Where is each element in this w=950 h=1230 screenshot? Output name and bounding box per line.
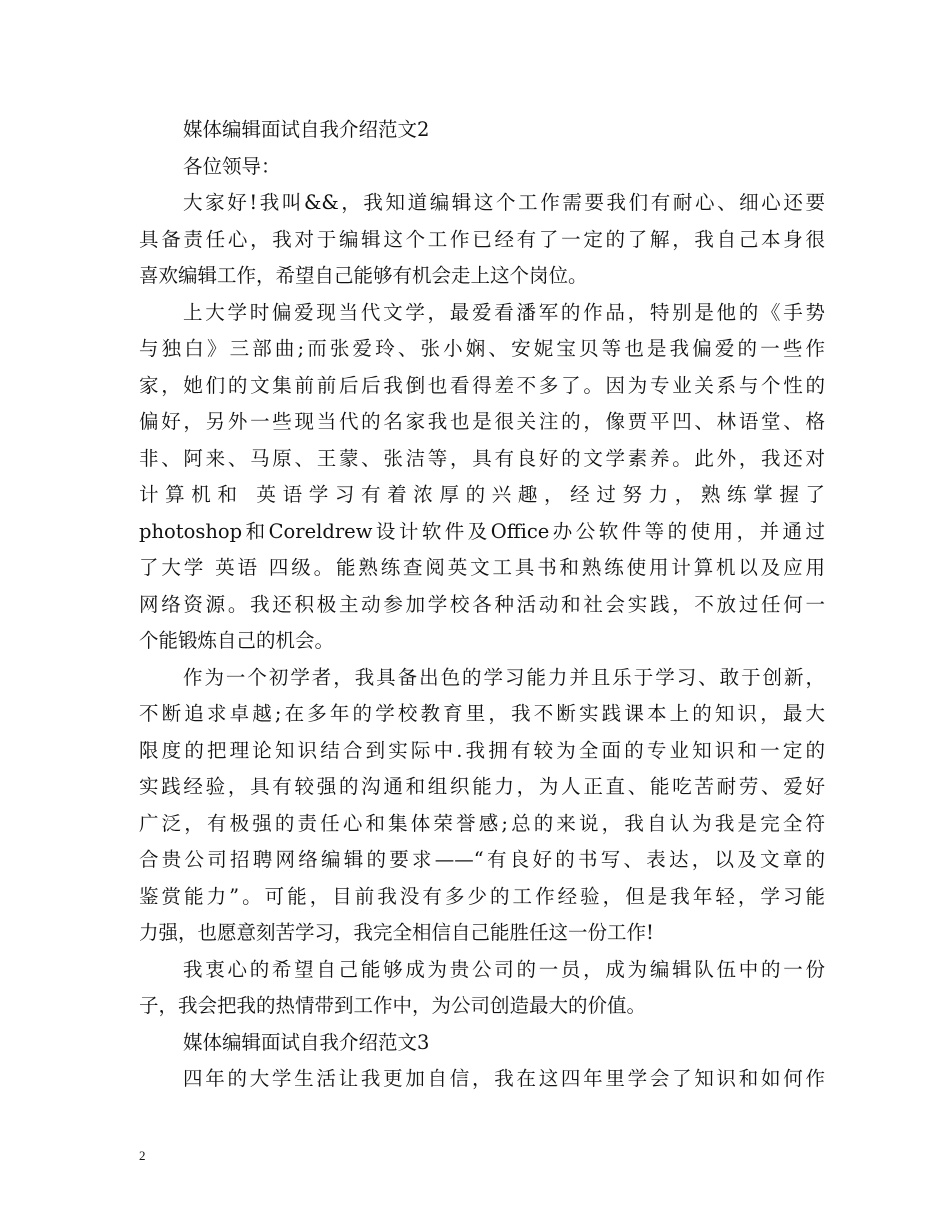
salutation: 各位领导： <box>183 154 281 178</box>
text-line: 与独白》三部曲;而张爱玲、张小娴、安妮宝贝等也是我偏爱的一些作 <box>139 337 825 360</box>
text-line: 喜欢编辑工作，希望自己能够有机会走上这个岗位。 <box>139 264 588 287</box>
text-line: 具备责任心，我对于编辑这个工作已经有了一定的了解，我自己本身很 <box>139 227 825 251</box>
text-line: 我衷心的希望自己能够成为贵公司的一员，成为编辑队伍中的一份 <box>183 957 825 981</box>
text-line: 偏好，另外一些现当代的名家我也是很关注的，像贾平凹、林语堂、格 <box>139 410 825 433</box>
text-line: 网络资源。我还积极主动参加学校各种活动和社会实践，不放过任何一 <box>139 592 825 616</box>
text-line: 上大学时偏爱现当代文学，最爱看潘军的作品，特别是他的《手势 <box>183 300 825 324</box>
text-line: 了大学 英语 四级。能熟练查阅英文工具书和熟练使用计算机以及应用 <box>139 556 825 579</box>
text-line: 鉴赏能力”。可能，目前我没有多少的工作经验，但是我年轻，学习能 <box>139 884 825 908</box>
text-line: 四年的大学生活让我更加自信，我在这四年里学会了知识和如何作 <box>183 1067 825 1090</box>
text-line: 家，她们的文集前前后后我倒也看得差不多了。因为专业关系与个性的 <box>139 373 825 397</box>
text-line: 限度的把理论知识结合到实际中.我拥有较为全面的专业知识和一定的 <box>139 738 825 762</box>
section-heading: 媒体编辑面试自我介绍范文2 <box>183 118 430 141</box>
text-line: 非、阿来、马原、王蒙、张洁等，具有良好的文学素养。此外，我还对 <box>139 446 825 470</box>
text-line: 力强，也愿意刻苦学习，我完全相信自己能胜任这一份工作! <box>139 921 654 944</box>
text-line: 不断追求卓越;在多年的学校教育里，我不断实践课本上的知识，最大 <box>139 702 825 725</box>
text-line: 作为一个初学者，我具备出色的学习能力并且乐于学习、敢于创新， <box>183 665 825 689</box>
text-line: 广泛，有极强的责任心和集体荣誉感;总的来说，我自认为我是完全符 <box>139 811 825 835</box>
text-line: 合贵公司招聘网络编辑的要求——“有良好的书写、表达，以及文章的 <box>139 848 825 871</box>
text-line: 个能锻炼自己的机会。 <box>139 629 335 652</box>
text-line: 大家好!我叫&&，我知道编辑这个工作需要我们有耐心、细心还要 <box>183 191 825 214</box>
text-line: 子，我会把我的热情带到工作中，为公司创造最大的价值。 <box>139 994 647 1017</box>
text-line: 实践经验，具有较强的沟通和组织能力，为人正直、能吃苦耐劳、爱好 <box>139 775 825 798</box>
section-heading: 媒体编辑面试自我介绍范文3 <box>183 1030 430 1054</box>
page-number: 2 <box>139 1148 146 1163</box>
document-body <box>139 112 825 1098</box>
text-line: photoshop和Coreldrew设计软件及Office办公软件等的使用，并通过 <box>139 519 825 543</box>
text-line: 计算机和 英语学习有着浓厚的兴趣，经过努力，熟练掌握了 <box>139 483 825 506</box>
